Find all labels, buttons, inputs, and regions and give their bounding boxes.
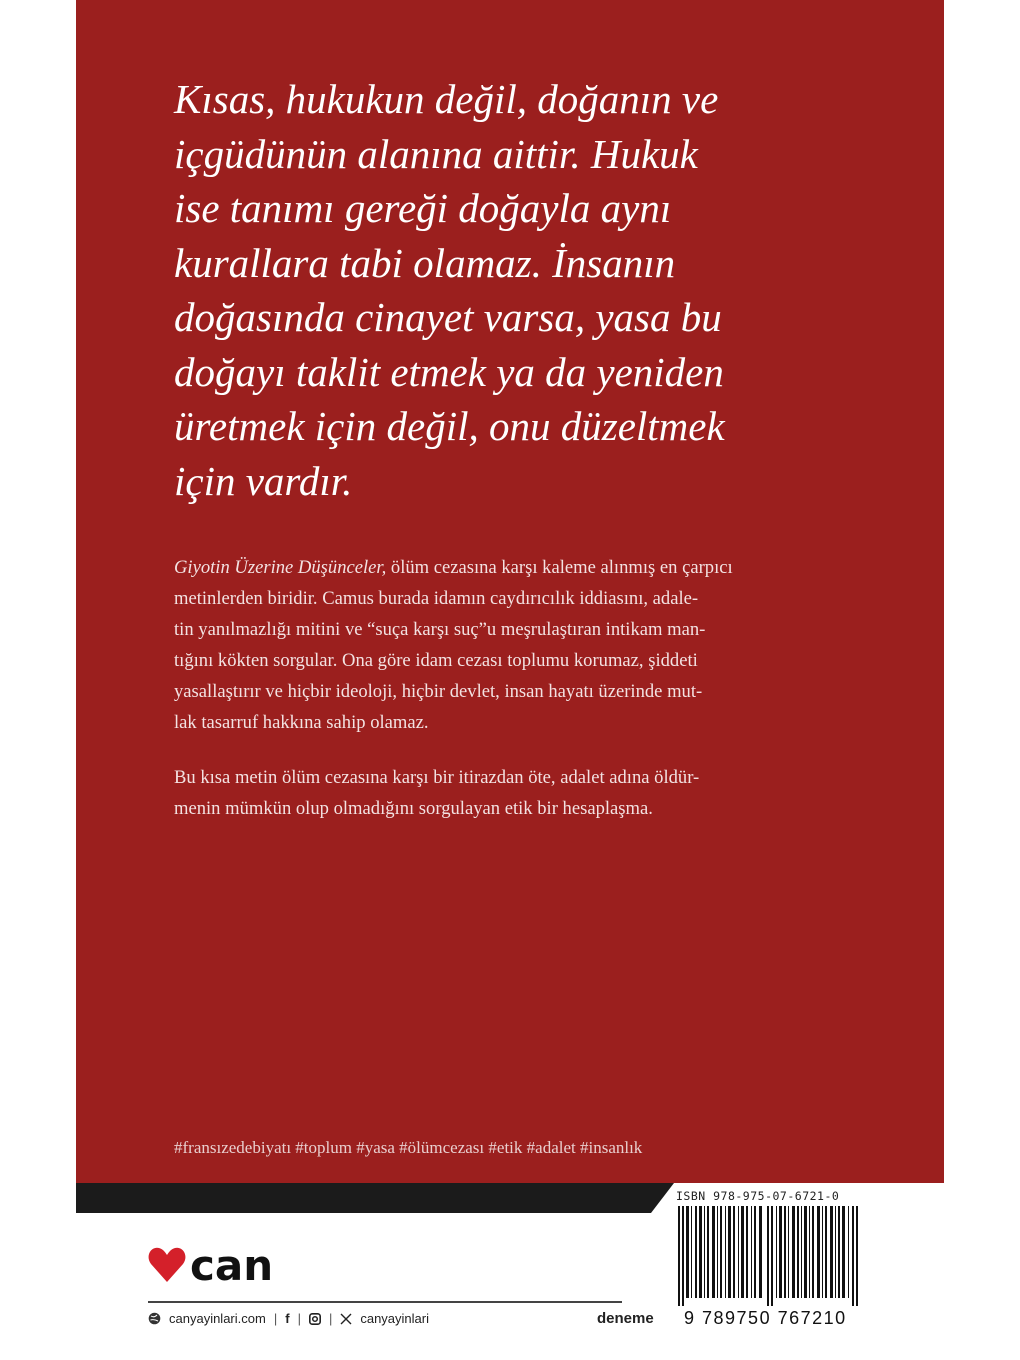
separator: | — [297, 1311, 301, 1326]
description-line: Bu kısa metin ölüm cezasına karşı bir itirazdan öte, adalet adına öldür- — [174, 767, 700, 788]
quote-line: doğasında cinayet varsa, yasa bu — [174, 294, 722, 340]
description-paragraph-1 — [174, 552, 864, 738]
social-handle[interactable]: canyayinlari — [360, 1311, 429, 1326]
description-line: yasallaştırır ve hiçbir ideoloji, hiçbir devlet, insan hayatı üzerinde mut- — [174, 681, 703, 702]
quote-line: Kısas, hukukun değil, doğanın ve — [174, 76, 719, 122]
instagram-icon[interactable] — [309, 1313, 321, 1325]
book-back-cover — [76, 0, 944, 1360]
book-title-italic: Giyotin Üzerine Düşünceler, — [174, 557, 387, 578]
dark-band — [76, 1183, 674, 1213]
description-line: tin yanılmazlığı mitini ve “suça karşı suç”u meşrulaştıran intikam man- — [174, 619, 706, 640]
quote-line: ise tanımı gereği doğayla aynı — [174, 185, 672, 231]
description-line: tığını kökten sorgular. Ona göre idam cezası toplumu korumaz, şiddeti — [174, 650, 698, 671]
description-line: metinlerden biridir. Camus burada idamın caydırıcılık iddiasını, adale- — [174, 588, 699, 609]
description-text: ölüm cezasına karşı kaleme alınmış en çarpıcı — [386, 557, 733, 578]
red-panel — [76, 0, 944, 1183]
description-line — [174, 552, 864, 583]
separator: | — [328, 1311, 333, 1326]
barcode-icon — [676, 1206, 866, 1306]
facebook-icon[interactable]: f — [285, 1311, 290, 1326]
description-paragraph-2 — [174, 762, 864, 824]
x-icon[interactable] — [340, 1313, 352, 1325]
quote-line: üretmek için değil, onu düzeltmek — [174, 403, 725, 449]
barcode-number: 9 789750 767210 — [684, 1308, 847, 1328]
globe-icon — [148, 1312, 161, 1325]
isbn-label: ISBN 978-975-07-6721-0 — [676, 1189, 840, 1203]
description-line: lak tasarruf hakkına sahip olamaz. — [174, 712, 429, 733]
quote-line: içgüdünün alanına aittir. Hukuk — [174, 130, 698, 177]
quote-line: için vardır. — [174, 457, 353, 504]
publisher-footer — [148, 1311, 429, 1326]
separator: | — [273, 1311, 278, 1326]
pull-quote — [174, 72, 854, 508]
description-line: menin mümkün olup olmadığını sorgulayan etik bir hesaplaşma. — [174, 798, 653, 819]
quote-line: kurallara tabi olamaz. İnsanın — [174, 239, 676, 286]
website-link[interactable]: canyayinlari.com — [169, 1311, 266, 1326]
hashtags: #fransızedebiyatı #toplum #yasa #ölümcezası #etik #adalet #insanlık — [174, 1138, 643, 1157]
heart-icon — [148, 1240, 298, 1288]
footer-rule — [148, 1301, 622, 1303]
logo-text: can — [190, 1241, 274, 1288]
genre-label: deneme — [597, 1310, 654, 1327]
publisher-logo — [148, 1240, 298, 1293]
quote-line: doğayı taklit etmek ya da yeniden — [174, 348, 724, 395]
